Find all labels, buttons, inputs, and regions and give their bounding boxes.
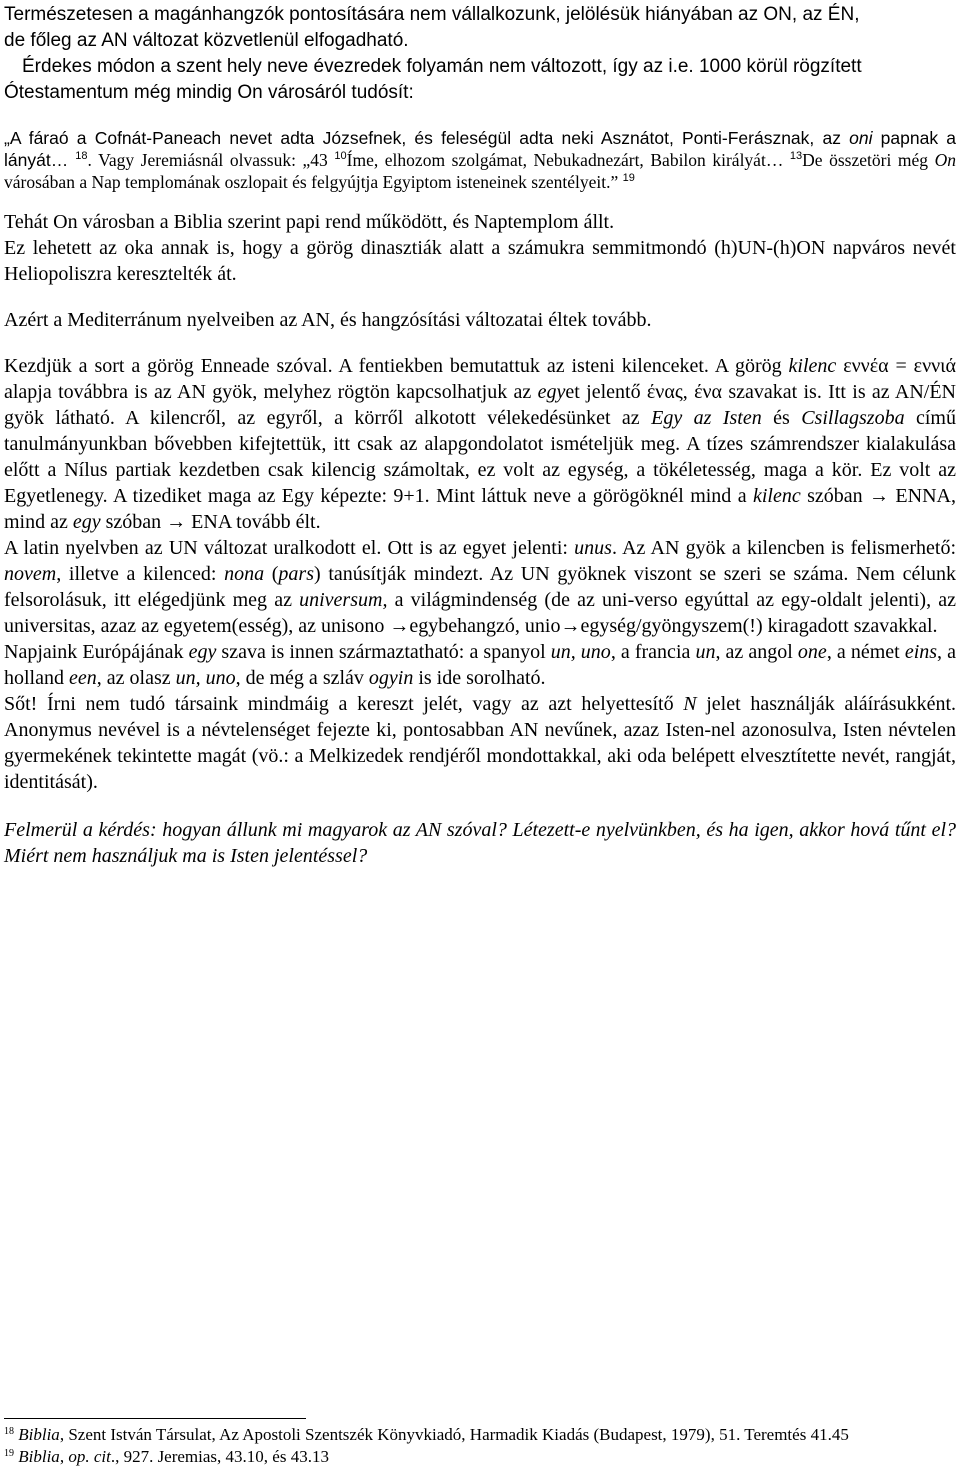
quote-italic-on: On [934, 150, 956, 170]
paragraph-latin [4, 535, 956, 639]
footnote-18 [4, 1424, 956, 1446]
text-span: A latin nyelvben az UN változat uralkodott el. Ott is az egyet jelenti: [4, 537, 575, 559]
italic-span: novem [4, 563, 57, 585]
text-span: , a holland [4, 641, 957, 689]
paragraph-papi-rend: Tehát On városban a Biblia szerint papi rend működött, és Naptemplom állt. [4, 211, 615, 233]
paragraph-heliopolisz: Ez lehetett az oka annak is, hogy a görög dinasztiák alatt a számukra semmitmondó (h)UN-(h)ON napváros nevét Heliopoliszra keresztelték át. [4, 237, 956, 285]
intro-line-1: Természetesen a magánhangzók pontosítására nem vállalkozunk, jelölésük hiányában az ON, az ÉN, [4, 4, 860, 25]
italic-span: egy [188, 641, 217, 663]
footnote-number: 18 [4, 1426, 14, 1437]
text-span: jelet használják aláírásukként. Anonymus nevével is a névtelenséget fejezte ki, pontosabban AN nevűnek, azaz Isten-nel azonosulva, Isten névtelen gyermekének tekintette magát (vö.: a Melkizedek rendjéről mondottakkal, aki oda belépett elvesztítette nevét, rangját, identitását). [4, 693, 956, 793]
footnotes [4, 1424, 956, 1468]
text-span: szóban → ENA tovább élt. [100, 511, 321, 533]
bible-quote [4, 127, 956, 193]
footnote-ref-18[interactable]: 18 [75, 150, 88, 162]
italic-span: universum, [299, 589, 388, 611]
italic-span: kilenc [788, 355, 837, 377]
footnote-italic: op. cit [68, 1447, 111, 1466]
text-span: , a német [826, 641, 905, 663]
italic-span: kilenc [752, 485, 801, 507]
intro-line-3: Érdekes módon a szent hely neve évezredek folyamán nem változott, így az i.e. 1000 körül rögzített [22, 56, 862, 77]
text-span: Sőt! Írni nem tudó társaink mindmáig a kereszt jelét, vagy az azt helyettesítő [4, 693, 684, 715]
footnote-separator [4, 1418, 306, 1419]
paragraph-europe [4, 639, 956, 691]
text-span: a világmindenség (de az uni-verso egyúttal az egy-oldalt jelenti), az universitas, azaz az egyetem(esség), az unisono →egybehangzó, unio→egység/gyöngyszem(!) kiragadott szavakkal. [4, 589, 956, 637]
quote-text: De összetöri még [802, 150, 935, 170]
intro-paragraph [4, 0, 956, 106]
text-span: is ide sorolható. [413, 667, 546, 689]
verse-number: 13 [789, 150, 803, 162]
text-span: , az angol [715, 641, 798, 663]
intro-line-2: de főleg az AN változat közvetlenül elfogadható. [4, 30, 409, 51]
italic-span: un, uno [550, 641, 611, 663]
verse-number: 10 [334, 150, 347, 162]
paragraph-mediterranum: Azért a Mediterránum nyelveiben az AN, és hangzósítási változatai éltek tovább. [4, 309, 652, 331]
footnote-number: 19 [4, 1448, 14, 1459]
paragraph-sot [4, 691, 956, 795]
quote-text: papnak a lányát… [4, 128, 957, 170]
italic-span: un [695, 641, 716, 663]
italic-span: un, uno [175, 667, 236, 689]
italic-span: een [69, 667, 97, 689]
text-span: szava is innen származtatható: a spanyol [216, 641, 551, 663]
italic-span: eins [904, 641, 938, 663]
text-span: ( [264, 563, 279, 585]
text-span: című tanulmányunkban bővebben kifejtettük, itt csak az alapgondolatot ismételjük meg. A tízes számrendszer kialakulása előtt a Nílus partiak kezdetben csak kilencig számoltak, ez volt az egység, a tökéletesség, maga a kör. Ez volt az Egyetlenegy. A tizediket maga az Egy képezte: 9+1. Mint láttuk neve a görögöknél mind a [4, 407, 956, 507]
footnote-italic: Biblia [18, 1447, 60, 1466]
quote-italic-oni: oni [849, 128, 873, 148]
italic-span: egy [537, 381, 566, 403]
quote-text: „A fáraó a Cofnát-Paneach nevet adta Józsefnek, és feleségül adta neki Asznátot, Ponti-Ferásznak, az [4, 128, 850, 148]
italic-title: Egy az Isten [651, 407, 762, 429]
text-span: . Az AN gyök a kilencben is felismerhető: [611, 537, 957, 559]
footnote-ref-19[interactable]: 19 [622, 172, 635, 184]
italic-title: Csillagszoba [801, 407, 905, 429]
italic-span: N [683, 693, 697, 715]
italic-span: unus [574, 537, 612, 559]
italic-span: one [797, 641, 827, 663]
italic-span: pars [278, 563, 314, 585]
quote-text: . Vagy Jeremiásnál olvassuk: „43 [87, 150, 335, 170]
text-span: εννέα = εννιά alapja továbbra is az AN gyök, melyhez rögtön kapcsolhatjuk az [4, 355, 957, 403]
footnote-text: , Szent István Társulat, Az Apostoli Szentszék Könyvkiadó, Harmadik Kiadás (Budapest, 1979), 51. Teremtés 41.45 [59, 1425, 849, 1444]
text-span: et jelentő ένας, ένα szavakat is. Itt is az AN/ÉN gyök látható. A kilencről, az egyről, a körről alkotott vélekedésünket az [4, 381, 957, 429]
text-span: és [761, 407, 802, 429]
text-span: szóban → ENNA, mind az [4, 485, 956, 533]
footnote-19 [4, 1446, 956, 1468]
intro-line-4: Ótestamentum még mindig On városáról tudósít: [4, 82, 414, 103]
paragraph-enneade [4, 353, 956, 535]
text-span: ) tanúsítják mindezt. Az UN gyöknek viszont se szeri se száma. Nem célunk felsorolásuk, itt elégedjünk meg az [4, 563, 956, 611]
paragraph-question: Felmerül a kérdés: hogyan állunk mi magyarok az AN szóval? Létezett-e nyelvünkben, és ha igen, akkor hová tűnt el? Miért nem használjuk ma is Isten jelentéssel? [4, 819, 956, 867]
italic-span: nona [224, 563, 265, 585]
italic-span: egy [72, 511, 101, 533]
text-span: Napjaink Európájának [4, 641, 189, 663]
footnote-text: , [59, 1447, 69, 1466]
footnote-text: ., 927. Jeremias, 43.10, és 43.13 [110, 1447, 329, 1466]
text-span: , illetve a kilenced: [56, 563, 225, 585]
quote-text: városában a Nap templomának oszlopait és felgyújtja Egyiptom isteneinek szentélyeit.” [4, 172, 623, 192]
text-span: Kezdjük a sort a görög Enneade szóval. A fentiekben bemutattuk az isteni kilenceket. A görög [4, 355, 789, 377]
text-span: , a francia [610, 641, 696, 663]
footnote-italic: Biblia [18, 1425, 60, 1444]
italic-span: ogyin [368, 667, 414, 689]
text-span: , de még a szláv [235, 667, 369, 689]
text-span: , az olasz [96, 667, 176, 689]
quote-text: Íme, elhozom szolgámat, Nebukadnezárt, Babilon királyát… [346, 150, 790, 170]
